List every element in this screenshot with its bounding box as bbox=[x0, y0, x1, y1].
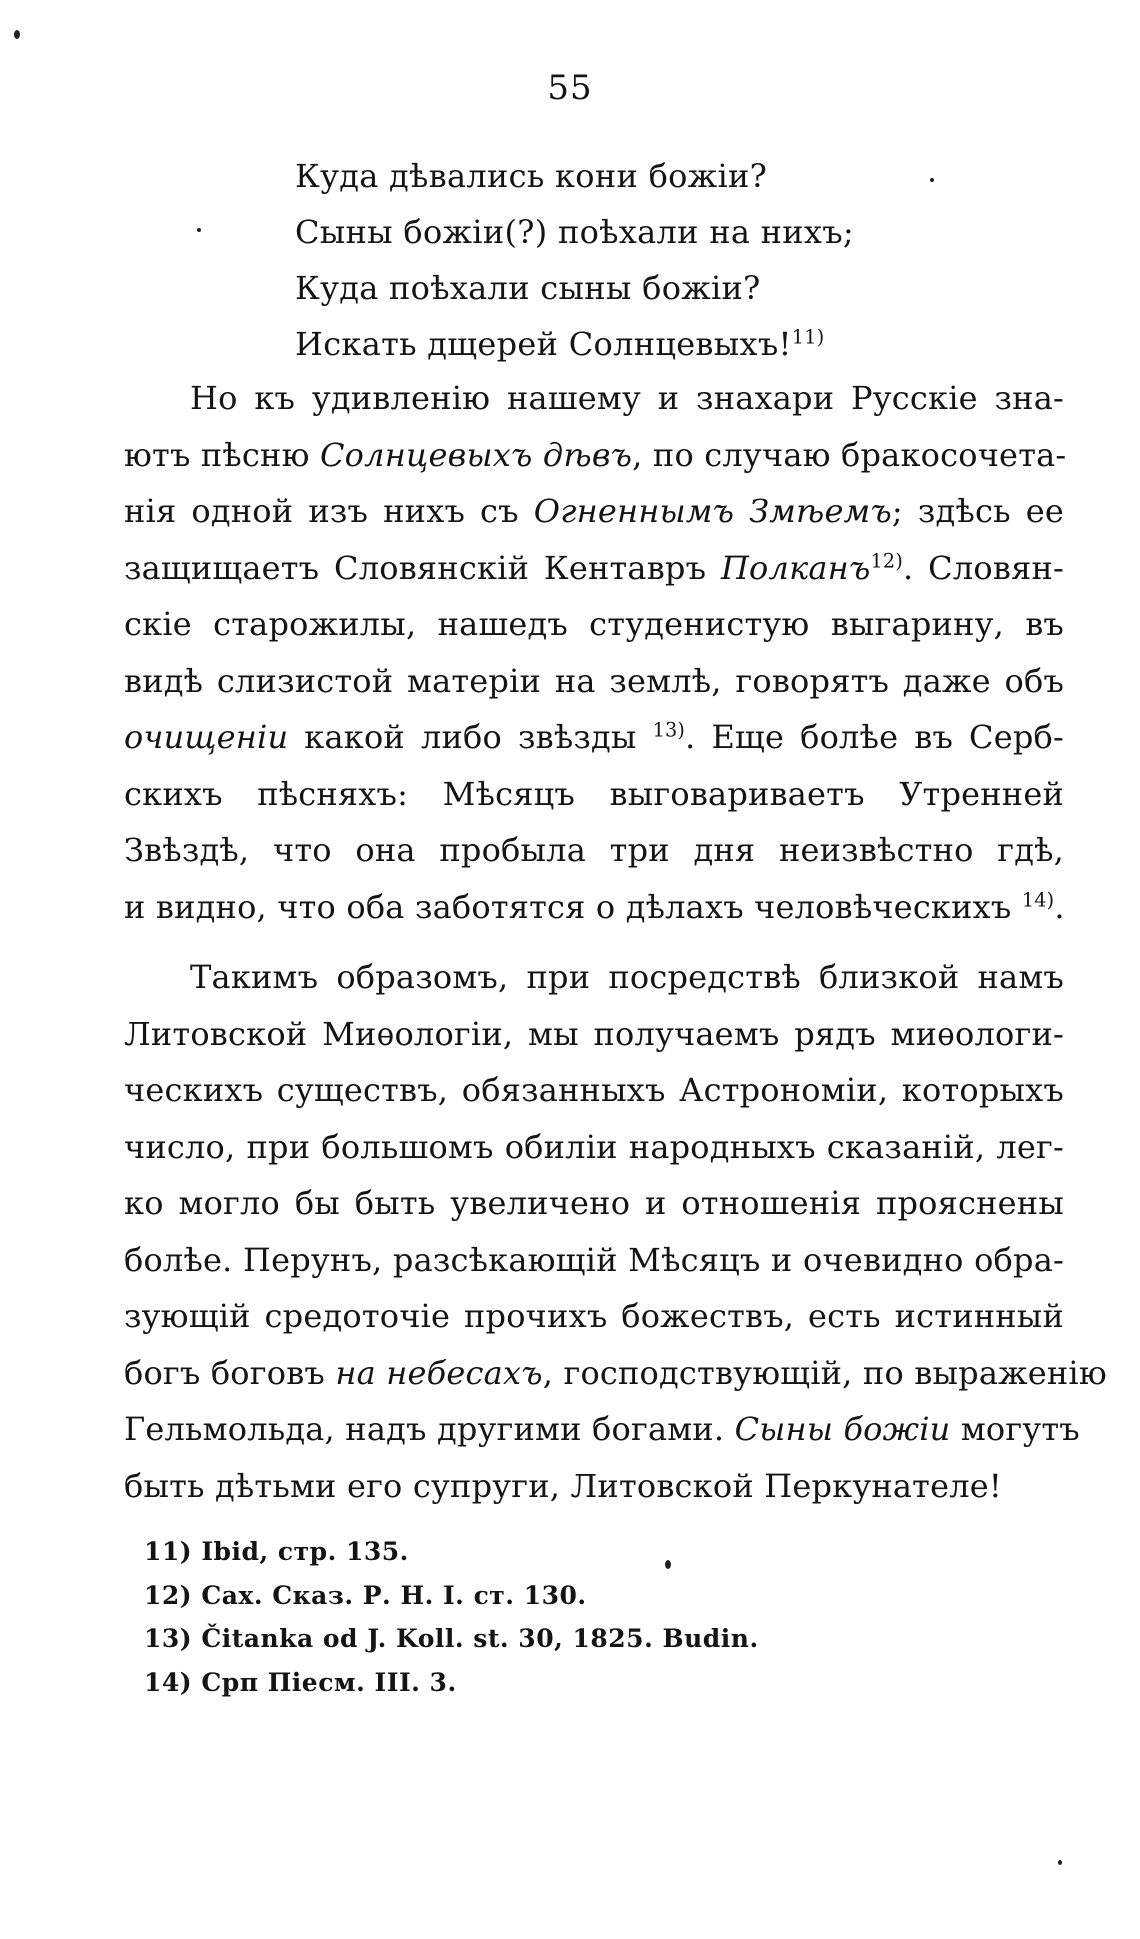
text-run: Гельмольда, надъ другими богами. bbox=[124, 1410, 735, 1448]
italic-run: Сыны божіи bbox=[734, 1410, 951, 1448]
scan-speck bbox=[197, 228, 201, 232]
text-run: какой либо звѣзды bbox=[288, 718, 653, 756]
italic-run: Солнцевыхъ дѣвъ bbox=[320, 435, 633, 474]
text-line bbox=[124, 709, 1064, 766]
italic-run: очищеніи bbox=[124, 718, 289, 756]
text-line: Такимъ образомъ, при посредствѣ близкой намъ bbox=[190, 958, 1064, 996]
scan-speck bbox=[14, 30, 20, 39]
text-run: . Еще болѣе въ Серб- bbox=[685, 718, 1064, 756]
text-line: зующій средоточіе прочихъ божествъ, есть истинный bbox=[124, 1297, 1064, 1335]
italic-run: Огненнымъ Змѣемъ bbox=[533, 492, 892, 530]
verse-line-text: Искать дщерей Солнцевыхъ! bbox=[295, 325, 792, 363]
verse-line: Сыны божіи(?) поѣхали на нихъ; bbox=[295, 213, 855, 251]
text-run: ; здѣсь ее bbox=[891, 492, 1065, 530]
text-line bbox=[124, 879, 1064, 936]
verse-block bbox=[295, 148, 995, 372]
text-line bbox=[124, 540, 1064, 597]
verse-line bbox=[295, 316, 995, 372]
footnote-ref: 14) bbox=[1021, 887, 1055, 911]
text-line bbox=[124, 1401, 1080, 1458]
footnote: 12) Сах. Сказ. Р. Н. I. ст. 130. bbox=[144, 1580, 587, 1610]
text-line: скіе старожилы, нашедъ студенистую выгарину, въ bbox=[124, 605, 1064, 643]
text-run: нія одной изъ нихъ съ bbox=[124, 492, 534, 530]
text-line: Но къ удивленію нашему и знахари Русскіе знa- bbox=[190, 379, 1064, 417]
text-run: . bbox=[1054, 887, 1065, 926]
body-text bbox=[124, 370, 1107, 1514]
text-line bbox=[124, 427, 1067, 484]
text-line: Литовской Миѳологіи, мы получаемъ рядъ миѳологи- bbox=[124, 1014, 1064, 1053]
text-line bbox=[124, 1345, 1107, 1402]
scan-speck bbox=[665, 1560, 671, 1569]
paragraph bbox=[124, 949, 1107, 1514]
text-run: , по случаю бракосочета- bbox=[632, 435, 1067, 474]
text-line: болѣе. Перунъ, разсѣкающій Мѣсяцъ и очевидно обра- bbox=[124, 1240, 1064, 1279]
footnote-ref: 12) bbox=[870, 548, 904, 572]
text-run: , господствующій, по выраженію bbox=[542, 1353, 1107, 1392]
text-line: быть дѣтьми его супруги, Литовской Перкунателе! bbox=[124, 1466, 1002, 1505]
verse-line: Куда поѣхали сыны божіи? bbox=[295, 269, 761, 307]
text-run: ютъ пѣсню bbox=[124, 435, 320, 474]
verse-line: Куда дѣвались кони божіи? bbox=[295, 157, 768, 195]
italic-run: на небесахъ bbox=[335, 1353, 543, 1392]
text-run: могутъ bbox=[950, 1410, 1080, 1448]
scan-speck bbox=[930, 178, 934, 182]
text-run: и видно, что оба заботятся о дѣлахъ человѣческихъ bbox=[124, 887, 1022, 926]
footnote: 13) Čitanka od J. Koll. st. 30, 1825. Budin. bbox=[144, 1624, 759, 1653]
text-line: Звѣздѣ, что она пробыла три дня неизвѣстно гдѣ, bbox=[124, 831, 1064, 869]
text-line: скихъ пѣсняхъ: Мѣсяцъ выговариваетъ Утренней bbox=[124, 774, 1064, 813]
page-number: 55 bbox=[547, 68, 593, 108]
footnote-ref: 13) bbox=[652, 718, 686, 742]
footnote: 11) Ibid, стр. 135. bbox=[144, 1537, 409, 1566]
footnotes bbox=[144, 1530, 944, 1704]
text-run: . Словян- bbox=[903, 548, 1064, 587]
text-line: ко могло бы быть увеличено и отношенія прояснены bbox=[124, 1184, 1064, 1222]
italic-run: Полканъ bbox=[720, 548, 871, 587]
text-run: защищаетъ Словянскій Кентавръ bbox=[124, 548, 721, 587]
footnote: 14) Срп Піесм. III. 3. bbox=[144, 1667, 457, 1697]
text-line: ческихъ существъ, обязанныхъ Астрономіи, которыхъ bbox=[124, 1071, 1064, 1109]
scan-speck bbox=[1058, 1860, 1062, 1865]
paragraph bbox=[124, 370, 1067, 935]
text-line: видѣ слизистой матеріи на землѣ, говорятъ даже объ bbox=[124, 661, 1064, 700]
footnote-ref: 11) bbox=[791, 325, 825, 349]
text-run: богъ боговъ bbox=[124, 1353, 336, 1392]
text-line: число, при большомъ обиліи народныхъ сказаній, лег- bbox=[124, 1127, 1064, 1166]
text-line bbox=[124, 483, 1064, 540]
